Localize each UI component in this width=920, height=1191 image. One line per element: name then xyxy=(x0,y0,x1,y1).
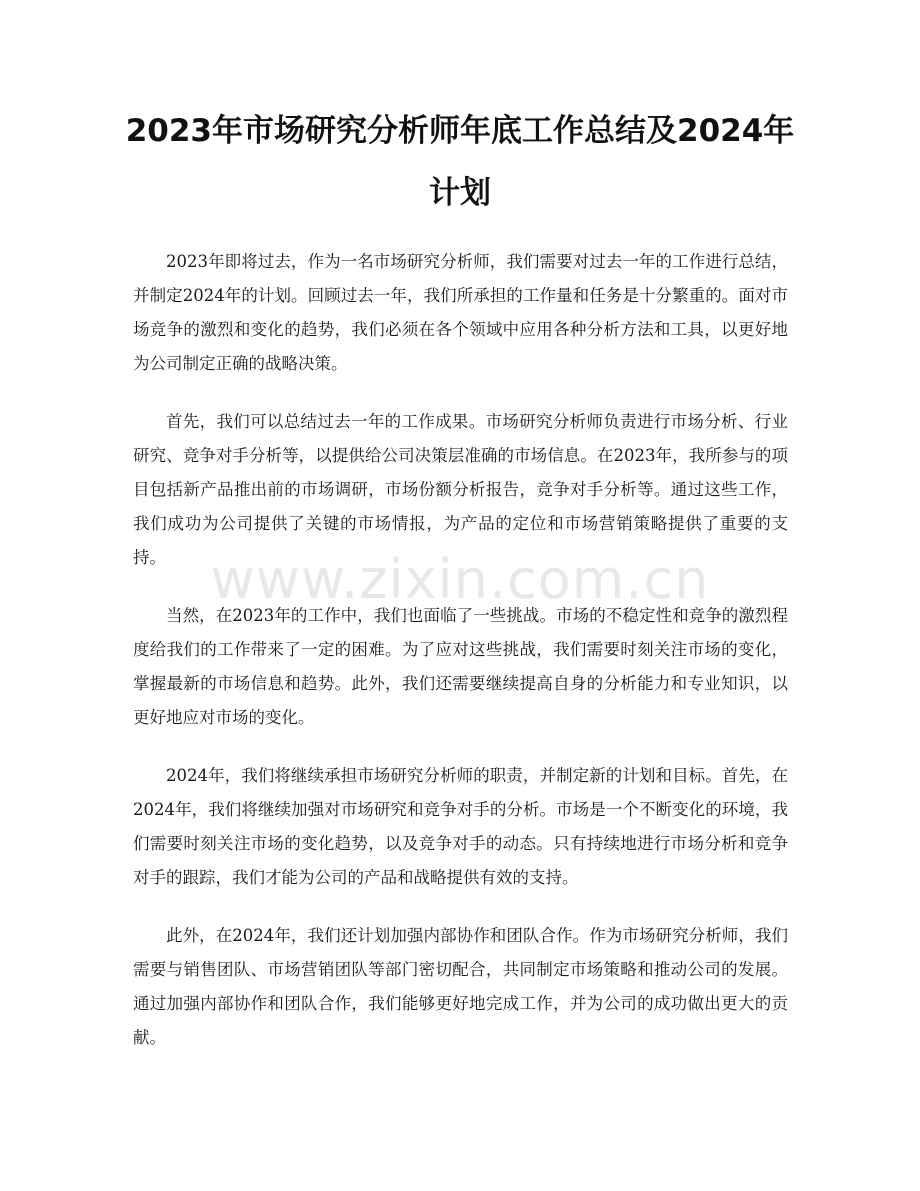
paragraph-1: 2023年即将过去，作为一名市场研究分析师，我们需要对过去一年的工作进行总结，并制定2024年的计划。回顾过去一年，我们所承担的工作量和任务是十分繁重的。面对市场竞争的激烈和变化的趋势，我们必须在各个领域中应用各种分析方法和工具，以更好地为公司制定正确的战略决策。 xyxy=(133,252,788,373)
watermark-text: www.zixin.com.cn xyxy=(210,548,710,611)
paragraph-2: 首先，我们可以总结过去一年的工作成果。市场研究分析师负责进行市场分析、行业研究、竞争对手分析等，以提供给公司决策层准确的市场信息。在2023年，我所参与的项目包括新产品推出前的市场调研，市场份额分析报告，竞争对手分析等。通过这些工作，我们成功为公司提供了关键的市场情报，为产品的定位和市场营销策略提供了重要的支持。 xyxy=(133,412,788,567)
paragraph-4: 2024年，我们将继续承担市场研究分析师的职责，并制定新的计划和目标。首先，在2024年，我们将继续加强对市场研究和竞争对手的分析。市场是一个不断变化的环境，我们需要时刻关注市场的变化趋势，以及竞争对手的动态。只有持续地进行市场分析和竞争对手的跟踪，我们才能为公司的产品和战略提供有效的支持。 xyxy=(133,766,788,887)
document-body xyxy=(133,245,788,1079)
document-title: 2023年市场研究分析师年底工作总结及2024年计划 xyxy=(125,113,795,211)
paragraph-3: 当然，在2023年的工作中，我们也面临了一些挑战。市场的不稳定性和竞争的激烈程度给我们的工作带来了一定的困难。为了应对这些挑战，我们需要时刻关注市场的变化，掌握最新的市场信息和趋势。此外，我们还需要继续提高自身的分析能力和专业知识，以更好地应对市场的变化。 xyxy=(133,606,788,727)
paragraph-5: 此外，在2024年，我们还计划加强内部协作和团队合作。作为市场研究分析师，我们需要与销售团队、市场营销团队等部门密切配合，共同制定市场策略和推动公司的发展。通过加强内部协作和团队合作，我们能够更好地完成工作，并为公司的成功做出更大的贡献。 xyxy=(133,926,788,1047)
